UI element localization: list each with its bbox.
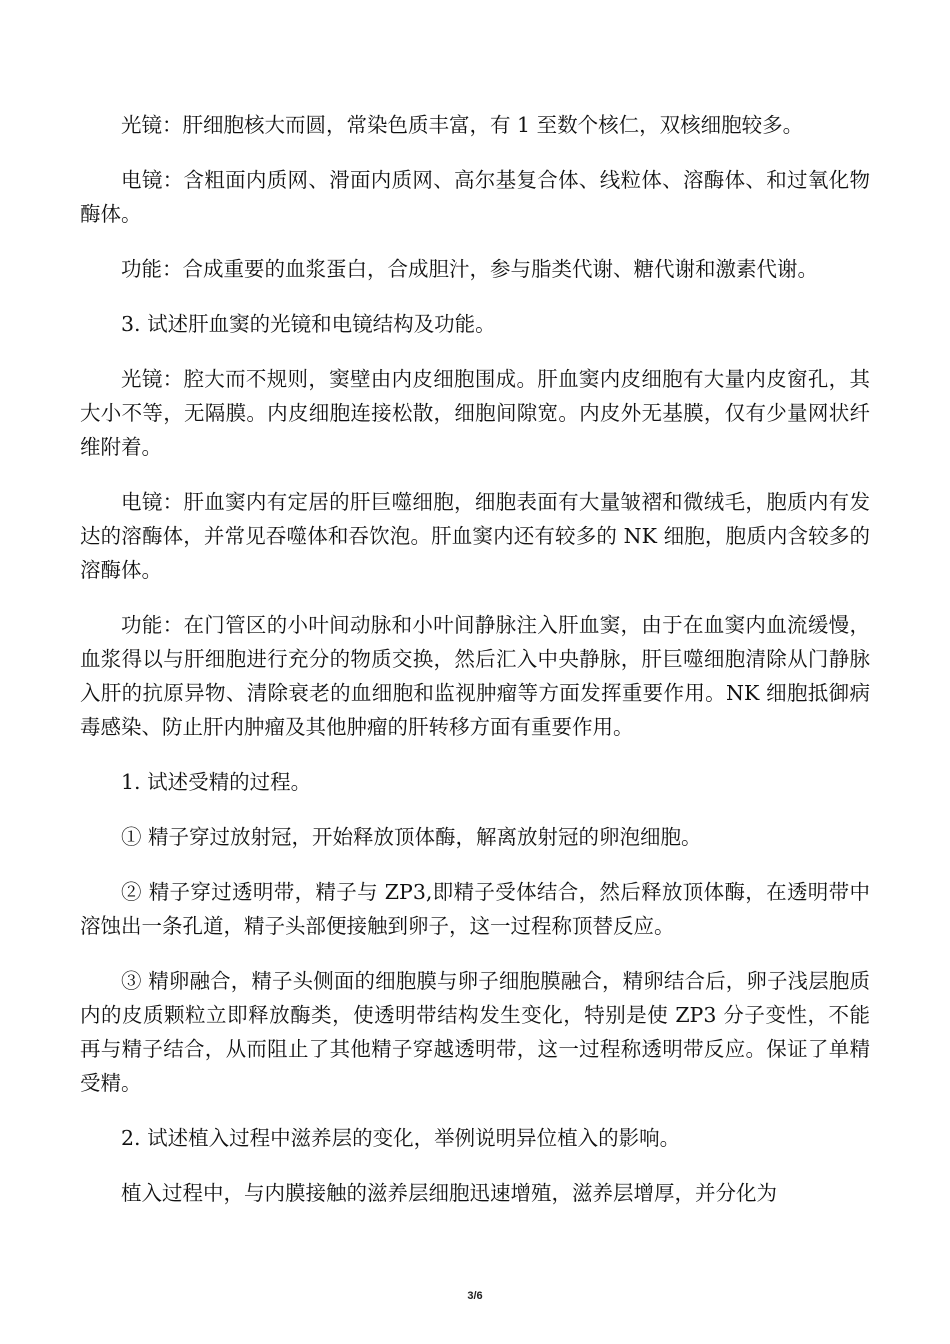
paragraph-implantation: 植入过程中，与内膜接触的滋养层细胞迅速增殖，滋养层增厚，并分化为: [121, 1181, 777, 1205]
paragraph-fertilization-step-1: ① 精子穿过放射冠，开始释放顶体酶，解离放射冠的卵泡细胞。: [121, 825, 702, 849]
paragraph-hepatocyte-electron-microscope: 电镜：含粗面内质网、滑面内质网、高尔基复合体、线粒体、溶酶体、和过氧化物酶体。: [80, 168, 870, 226]
page-number: 3/6: [467, 1290, 483, 1302]
paragraph-hepatocyte-function: 功能：合成重要的血浆蛋白，合成胆汁，参与脂类代谢、糖代谢和激素代谢。: [121, 257, 818, 281]
paragraph-fertilization-step-3: ③ 精卵融合，精子头侧面的细胞膜与卵子细胞膜融合，精卵结合后，卵子浅层胞质内的皮质颗粒立即释放酶类，使透明带结构发生变化，特别是使 ZP3 分子变性，不能再与精子结合，从而阻止了其他精子穿越透明带，这一过程称透明带反应。保证了单精受精。: [80, 969, 870, 1095]
paragraph-fertilization-step-2: ② 精子穿过透明带，精子与 ZP3,即精子受体结合，然后释放顶体酶，在透明带中溶蚀出一条孔道，精子头部便接触到卵子，这一过程称顶替反应。: [80, 880, 870, 938]
question-heading-fertilization: 1. 试述受精的过程。: [121, 770, 312, 794]
question-heading-hepatic-sinusoid: 3. 试述肝血窦的光镜和电镜结构及功能。: [121, 312, 496, 336]
question-heading-implantation: 2. 试述植入过程中滋养层的变化，举例说明异位植入的影响。: [121, 1126, 681, 1150]
paragraph-sinusoid-light-microscope: 光镜：腔大而不规则，窦壁由内皮细胞围成。肝血窦内皮细胞有大量内皮窗孔，其大小不等，无隔膜。内皮细胞连接松散，细胞间隙宽。内皮外无基膜，仅有少量网状纤维附着。: [80, 367, 870, 459]
page-body: [80, 108, 870, 1231]
paragraph-sinusoid-function: 功能：在门管区的小叶间动脉和小叶间静脉注入肝血窦，由于在血窦内血流缓慢，血浆得以与肝细胞进行充分的物质交换，然后汇入中央静脉，肝巨噬细胞清除从门静脉入肝的抗原异物、清除衰老的血细胞和监视肿瘤等方面发挥重要作用。NK 细胞抵御病毒感染、防止肝内肿瘤及其他肿瘤的肝转移方面有重要作用。: [80, 613, 870, 739]
paragraph-hepatocyte-light-microscope: 光镜：肝细胞核大而圆，常染色质丰富，有 1 至数个核仁，双核细胞较多。: [121, 113, 804, 137]
paragraph-sinusoid-electron-microscope: 电镜：肝血窦内有定居的肝巨噬细胞，细胞表面有大量皱褶和微绒毛，胞质内有发达的溶酶体，并常见吞噬体和吞饮泡。肝血窦内还有较多的 NK 细胞，胞质内含较多的溶酶体。: [80, 490, 870, 582]
